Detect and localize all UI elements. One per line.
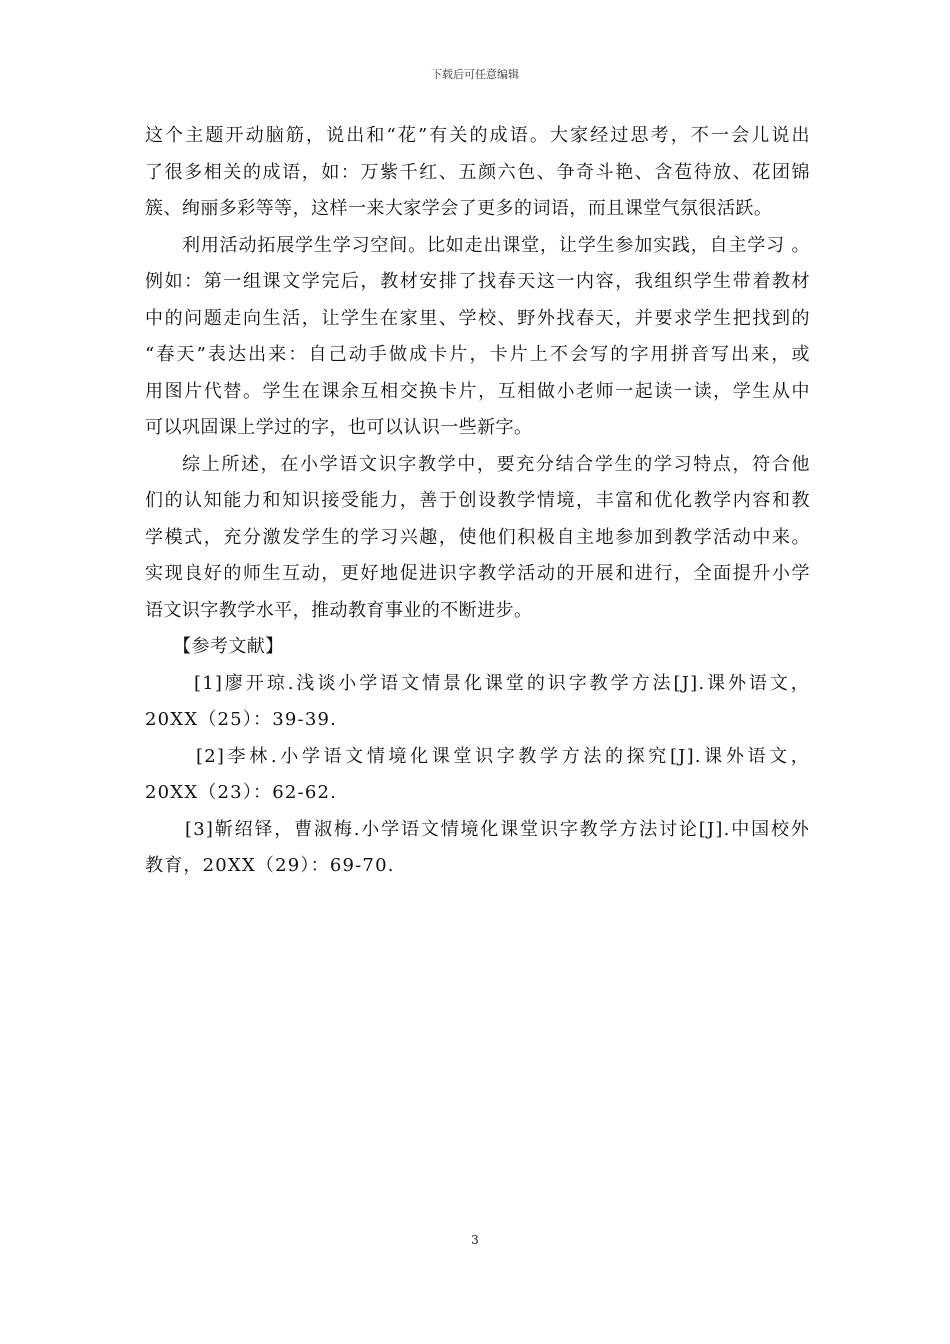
paragraph-line: 了很多相关的成语，如：万紫千红、五颜六色、争奇斗艳、含苞待放、花团锦 bbox=[145, 161, 810, 183]
reference-item bbox=[145, 666, 810, 739]
paragraph-line: 利用活动拓展学生学习空间。比如走出课堂，让学生参加实践，自主学习 。 bbox=[182, 234, 810, 256]
reference-line: 教育，20XX（29）：69-70. bbox=[145, 855, 395, 876]
paragraph-line: 用图片代替。学生在课余互相交换卡片，互相做小老师一起读一读，学生从中 bbox=[145, 380, 810, 402]
page-header: 下载后可任意编辑 bbox=[431, 68, 519, 81]
paragraph-line: 们的认知能力和知识接受能力，善于创设教学情境，丰富和优化教学内容和教 bbox=[145, 490, 810, 511]
reference-item bbox=[145, 812, 810, 885]
paragraph-line: 这个主题开动脑筋，说出和“花”有关的成语。大家经过思考，不一会儿说出 bbox=[145, 125, 810, 146]
document-body bbox=[145, 118, 810, 885]
paragraph-line: “春天”表达出来：自己动手做成卡片，卡片上不会写的字用拼音写出来，或 bbox=[145, 344, 810, 365]
paragraph-line: 中的问题走向生活，让学生在家里、学校、野外找春天，并要求学生把找到的 bbox=[145, 307, 810, 329]
paragraph-line: 例如：第一组课文学完后，教材安排了找春天这一内容，我组织学生带着教材 bbox=[145, 271, 810, 292]
paragraph-line: 学模式，充分激发学生的学习兴趣，使他们积极自主地参加到教学活动中来。 bbox=[145, 526, 810, 548]
references-heading: 【参考文献】 bbox=[173, 636, 284, 657]
paragraph-line: 簇、绚丽多彩等等，这样一来大家学会了更多的词语，而且课堂气氛很活跃。 bbox=[145, 198, 773, 219]
reference-line: [1]廖开琼.浅谈小学语文情景化课堂的识字教学方法[J].课外语文， bbox=[194, 672, 810, 694]
reference-line: 20XX（25）：39-39. bbox=[145, 709, 338, 730]
reference-line: [3]靳绍铎，曹淑梅.小学语文情境化课堂识字教学方法讨论[J].中国校外 bbox=[185, 818, 810, 840]
paragraph-3 bbox=[145, 447, 810, 630]
paragraph-line: 语文识字教学水平，推动教育事业的不断进步。 bbox=[145, 599, 533, 621]
reference-item bbox=[145, 739, 810, 812]
page-number: 3 bbox=[471, 1233, 479, 1247]
paragraph-1 bbox=[145, 118, 810, 228]
reference-line: 20XX（23）：62-62. bbox=[145, 782, 338, 803]
paragraph-line: 可以巩固课上学过的字，也可以认识一些新字。 bbox=[145, 417, 533, 438]
paragraph-2 bbox=[145, 228, 810, 447]
paragraph-line: 综上所述，在小学语文识字教学中，要充分结合学生的学习特点，符合他 bbox=[182, 453, 810, 475]
references-section bbox=[145, 629, 810, 885]
paragraph-line: 实现良好的师生互动，更好地促进识字教学活动的开展和进行，全面提升小学 bbox=[145, 563, 810, 584]
reference-line: [2]李林.小学语文情境化课堂识字教学方法的探究[J].课外语文， bbox=[196, 745, 810, 767]
